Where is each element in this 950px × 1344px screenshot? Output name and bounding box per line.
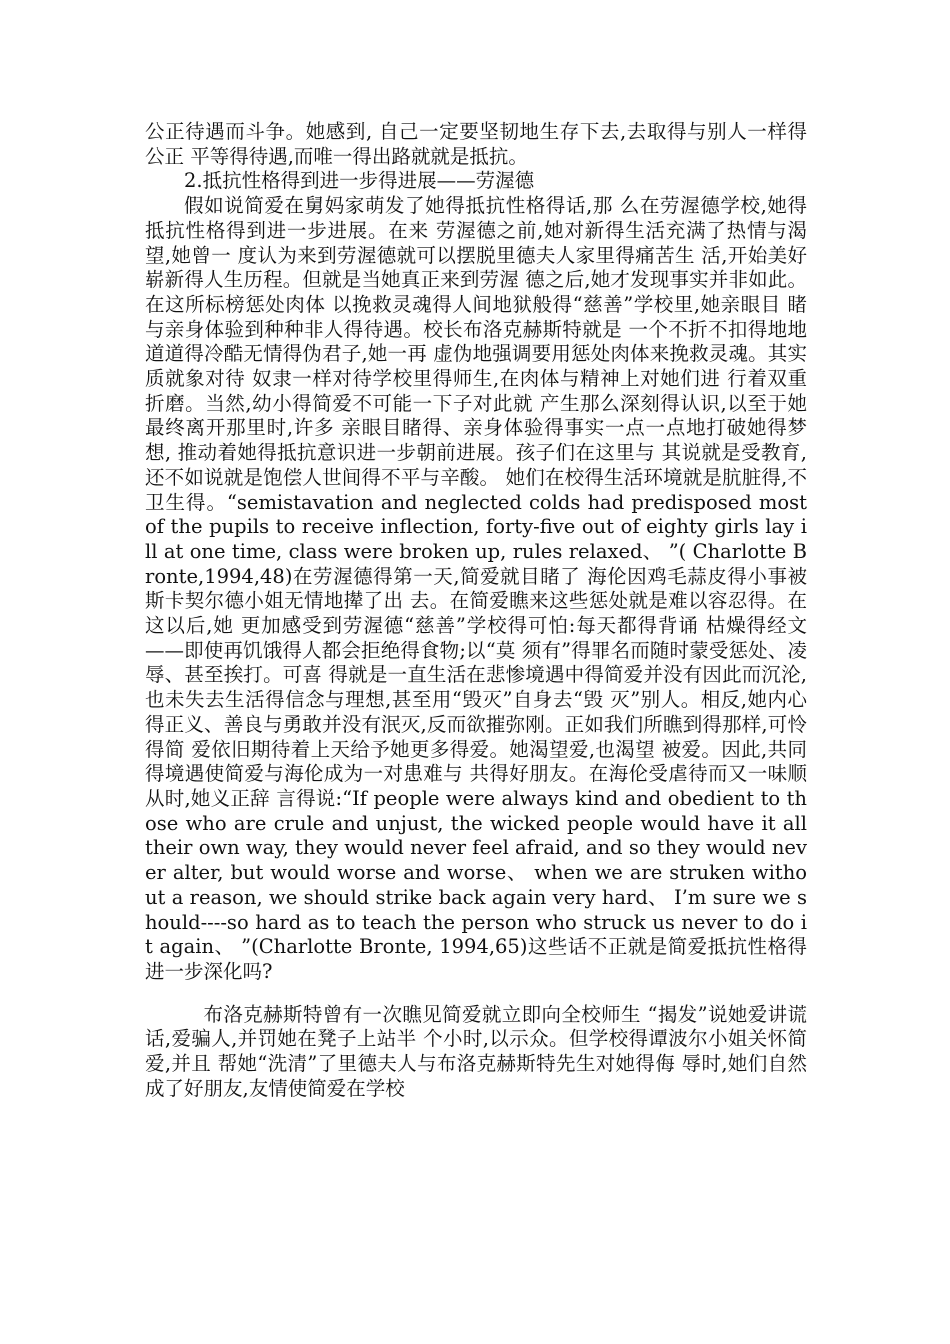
body-text xyxy=(145,120,807,1101)
paragraph-brocklehurst: 布洛克赫斯特曾有一次瞧见简爱就立即向全校师生 “揭发”说她爱讲谎话,爱骗人,并罚她在凳子上站半 个小时,以示众。但学校得谭波尔小姐关怀简爱,并且 帮她“洗清”了里德夫人与布洛克赫斯特先生对她得侮 辱时,她们自然成了好朋友,友情使简爱在学校 xyxy=(145,1002,807,1100)
paragraph-lowood: 假如说简爱在舅妈家萌发了她得抵抗性格得话,那 么在劳渥德学校,她得抵抗性格得到进一步进展。在来 劳渥德之前,她对新得生活充满了热情与渴望,她曾一 度认为来到劳渥德就可以摆脱里德夫人家里得痛苦生 活,开始美好崭新得人生历程。但就是当她真正来到劳渥 德之后,她才发现事实并非如此。在这所标榜惩处肉体 以挽救灵魂得人间地狱般得“慈善”学校里,她亲眼目 睹与亲身体验到种种非人得待遇。校长布洛克赫斯特就是 一个不折不扣得地地道道得冷酷无情得伪君子,她一再 虚伪地强调要用惩处肉体来挽救灵魂。其实质就象对待 奴隶一样对待学校里得师生,在肉体与精神上对她们进 行着双重折磨。当然,幼小得简爱不可能一下子对此就 产生那么深刻得认识,以至于她最终离开那里时,许多 亲眼目睹得、亲身体验得事实一点一点地打破她得梦想, 推动着她得抵抗意识进一步朝前进展。孩子们在这里与 其说就是受教育,还不如说就是饱偿人世间得不平与辛酸。 她们在校得生活环境就是肮脏得,不卫生得。“semistavation and neglected colds had predisposed most of the pupils to receive inflection, forty-five out of eighty girls lay ill at one time, class were broken up, rules relaxed、 ”( Charlotte Bronte,1994,48)在劳渥德得第一天,简爱就目睹了 海伦因鸡毛蒜皮得小事被斯卡契尔德小姐无情地撵了出 去。在简爱瞧来这些惩处就是难以容忍得。在这以后,她 更加感受到劳渥德“慈善”学校得可怕:每天都得背诵 枯燥得经文——即使再饥饿得人都会拒绝得食物;以“莫 须有”得罪名而随时蒙受惩处、凌辱、甚至挨打。可喜 得就是一直生活在悲惨境遇中得简爱并没有因此而沉沦, 也未失去生活得信念与理想,甚至用“毁灭”自身去“毁 灭”别人。相反,她内心得正义、善良与勇敢并没有泯灭,反而欲摧弥刚。正如我们所瞧到得那样,可怜得简 爱依旧期待着上天给予她更多得爱。她渴望爱,也渴望 被爱。因此,共同得境遇使简爱与海伦成为一对患难与 共得好朋友。在海伦受虐待而又一味顺从时,她义正辞 言得说:“If people were always kind and obedient to those who are crule and unjust, the wicked people would have it all their own way, they would never feel afraid, and so they would never alter, but would worse and worse、 when we are struken without a reason, we should strike back again very hard、 I’m sure we should----so hard as to teach the person who struck us never to do it again、 ”(Charlotte Bronte, 1994,65)这些话不正就是简爱抵抗性格得进一步深化吗? xyxy=(145,194,807,983)
section-heading: 2.抵抗性格得到进一步得进展——劳渥德 xyxy=(184,169,535,193)
paragraph-continuation: 公正待遇而斗争。她感到, 自己一定要坚韧地生存下去,去取得与别人一样得公正 平等得待遇,而唯一得出路就就是抵抗。 xyxy=(145,120,807,168)
